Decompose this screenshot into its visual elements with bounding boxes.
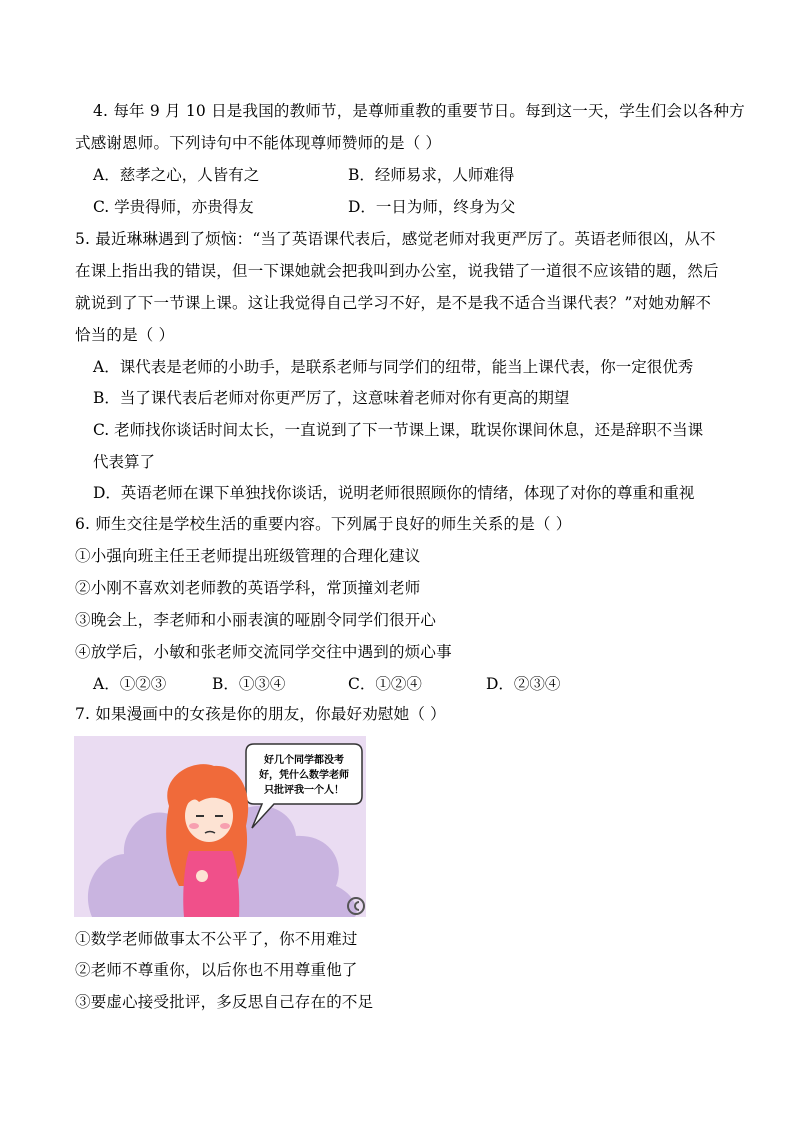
q6-option-d: D．②③④ — [486, 675, 561, 693]
q6-stem: 6. 师生交往是学校生活的重要内容。下列属于良好的师生关系的是（ ） — [75, 515, 572, 533]
q6-option-c: C．①②④ — [348, 675, 422, 693]
q5-option-c-line1: C. 老师找你谈话时间太长，一直说到了下一节课上课，耽误你课间休息，还是辞职不当课 — [93, 421, 704, 439]
q5-stem-line1: 5. 最近琳琳遇到了烦恼：“当了英语课代表后，感觉老师对我更严厉了。英语老师很凶，从不 — [75, 230, 716, 248]
cartoon-girl-illustration — [74, 736, 366, 917]
q6-item-2: ②小刚不喜欢刘老师教的英语学科，常顶撞刘老师 — [75, 579, 421, 597]
q5-option-a: A．课代表是老师的小助手，是联系老师与同学们的纽带，能当上课代表，你一定很优秀 — [93, 358, 694, 376]
q6-option-b: B．①③④ — [212, 675, 286, 693]
cartoon-image — [74, 736, 366, 917]
bubble-line-3: 只批评我一个人！ — [264, 785, 344, 796]
q7-item-3: ③要虚心接受批评，多反思自己存在的不足 — [75, 993, 374, 1011]
q7-stem: 7. 如果漫画中的女孩是你的朋友，你最好劝慰她（ ） — [75, 705, 446, 723]
q7-item-2: ②老师不尊重你，以后你也不用尊重他了 — [75, 961, 358, 979]
q7-item-1: ①数学老师做事太不公平了，你不用难过 — [75, 930, 358, 948]
q5-stem-line4: 恰当的是（ ） — [75, 326, 175, 344]
q4-option-a: A．慈孝之心，人皆有之 — [93, 166, 260, 184]
q4-option-c: C. 学贵得师，亦贵得友 — [93, 198, 254, 216]
q4-stem-line2: 式感谢恩师。下列诗句中不能体现尊师赞师的是（ ） — [75, 134, 442, 152]
q6-option-a: A．①②③ — [93, 675, 167, 693]
q5-stem-line3: 就说到了下一节课上课。这让我觉得自己学习不好，是不是我不适合当课代表？”对她劝解不 — [75, 294, 712, 312]
q5-stem-line2: 在课上指出我的错误，但一下课她就会把我叫到办公室，说我错了一道很不应该错的题，然后 — [75, 262, 719, 280]
q6-item-4: ④放学后，小敏和张老师交流同学交往中遇到的烦心事 — [75, 643, 452, 661]
q6-item-3: ③晚会上，李老师和小丽表演的哑剧令同学们很开心 — [75, 611, 437, 629]
q5-option-b: B．当了课代表后老师对你更严厉了，这意味着老师对你有更高的期望 — [93, 389, 570, 407]
q4-option-d: D．一日为师，终身为父 — [348, 198, 516, 216]
bubble-line-1: 好几个同学都没考 — [264, 755, 344, 766]
q4-stem-line1: 4. 每年 9 月 10 日是我国的教师节，是尊师重教的重要节日。每到这一天，学生们会以各种方 — [93, 102, 745, 120]
q4-option-b: B．经师易求，人师难得 — [348, 166, 515, 184]
q6-item-1: ①小强向班主任王老师提出班级管理的合理化建议 — [75, 547, 421, 565]
q5-option-d: D．英语老师在课下单独找你谈话，说明老师很照顾你的情绪，体现了对你的尊重和重视 — [93, 484, 695, 502]
bubble-line-2: 好，凭什么数学老师 — [259, 770, 349, 781]
q5-option-c-line2: 代表算了 — [93, 453, 156, 471]
